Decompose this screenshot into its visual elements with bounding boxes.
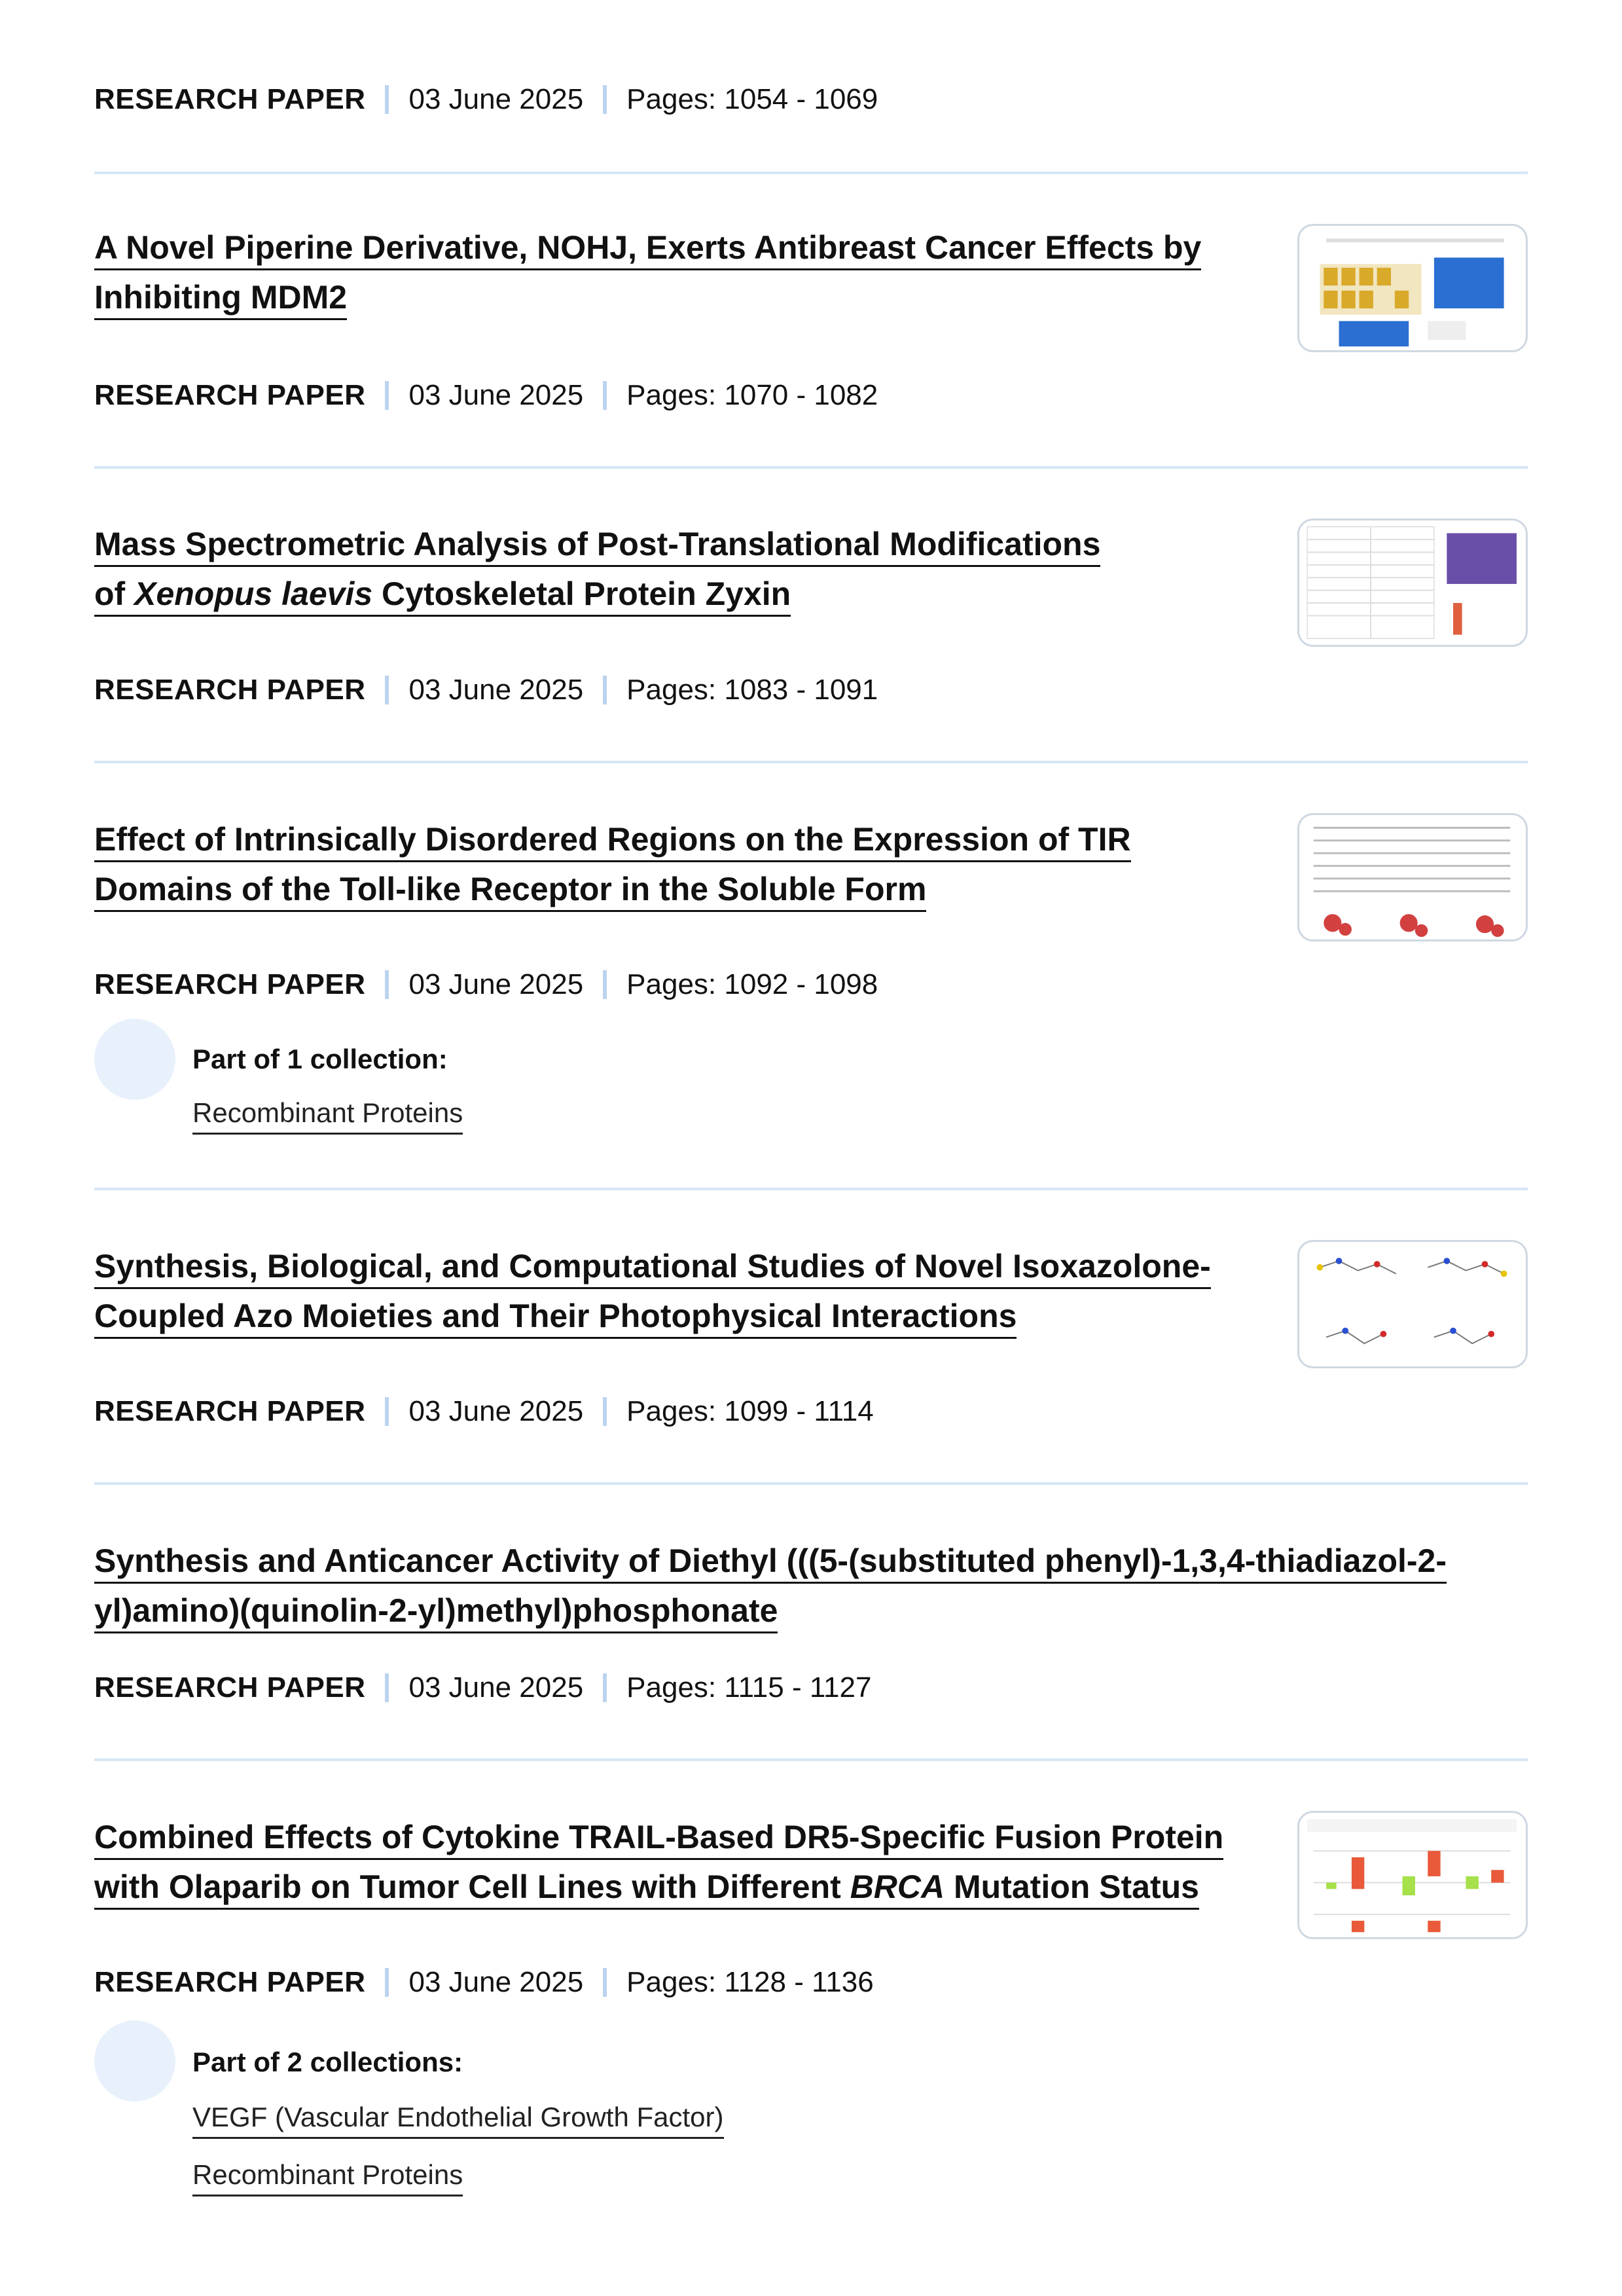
collections-heading: Part of 2 collections: — [192, 2047, 463, 2077]
meta-separator — [385, 1397, 389, 1426]
article-date: 03 June 2025 — [408, 83, 584, 115]
article-meta — [94, 676, 878, 704]
article-date: 03 June 2025 — [408, 379, 584, 411]
article-meta — [94, 970, 878, 999]
article-meta — [94, 381, 878, 410]
article-title-line[interactable]: Effect of Intrinsically Disordered Regions on the Expression of TIR — [94, 818, 1131, 862]
article-pages: Pages: 1092 - 1098 — [626, 968, 878, 1000]
article-type: RESEARCH PAPER — [94, 1395, 366, 1427]
article-title-line[interactable]: Inhibiting MDM2 — [94, 276, 347, 320]
article-thumbnail[interactable] — [1297, 519, 1528, 647]
article-date: 03 June 2025 — [408, 674, 584, 706]
article-date: 03 June 2025 — [408, 1966, 584, 1998]
article-type: RESEARCH PAPER — [94, 83, 366, 115]
article-title-line[interactable]: Combined Effects of Cytokine TRAIL-Based DR5-Specific Fusion Protein — [94, 1816, 1223, 1860]
meta-separator — [603, 676, 607, 704]
article-type: RESEARCH PAPER — [94, 968, 366, 1000]
article-pages: Pages: 1115 - 1127 — [626, 1671, 872, 1704]
divider — [94, 1188, 1528, 1190]
article-title-line[interactable]: Mass Spectrometric Analysis of Post-Translational Modifications — [94, 523, 1100, 567]
collection-icon — [94, 2020, 175, 2102]
meta-separator — [385, 381, 389, 410]
article-meta — [94, 1397, 874, 1426]
article-title-link[interactable] — [94, 519, 1272, 619]
article-date: 03 June 2025 — [408, 1671, 584, 1704]
divider — [94, 1758, 1528, 1761]
figure-thumbnail-image — [1299, 520, 1526, 645]
divider — [94, 466, 1528, 469]
meta-separator — [603, 1397, 607, 1426]
article-pages: Pages: 1099 - 1114 — [626, 1395, 874, 1427]
article-title-line[interactable]: yl)amino)(quinolin-2-yl)methyl)phosphonate — [94, 1590, 778, 1633]
title-text: Cytoskeletal Protein Zyxin — [372, 575, 791, 612]
title-italic-text: BRCA — [850, 1868, 945, 1905]
article-title-line[interactable]: A Novel Piperine Derivative, NOHJ, Exerts Antibreast Cancer Effects by — [94, 227, 1201, 270]
article-title-line[interactable]: Domains of the Toll-like Receptor in the Soluble Form — [94, 868, 926, 912]
divider — [94, 1482, 1528, 1485]
meta-separator — [603, 970, 607, 999]
article-type: RESEARCH PAPER — [94, 674, 366, 706]
article-title-line[interactable] — [94, 1866, 1199, 1910]
divider — [94, 172, 1528, 174]
article-meta — [94, 85, 878, 114]
article-pages: Pages: 1054 - 1069 — [626, 83, 878, 115]
article-title-link[interactable] — [94, 814, 1272, 914]
meta-separator — [603, 1968, 607, 1997]
article-meta — [94, 1673, 871, 1702]
meta-separator — [385, 676, 389, 704]
article-title-link[interactable] — [94, 223, 1272, 322]
article-date: 03 June 2025 — [408, 968, 584, 1000]
article-thumbnail[interactable] — [1297, 1811, 1528, 1939]
meta-separator — [385, 1673, 389, 1702]
article-title-line[interactable]: Synthesis and Anticancer Activity of Diethyl (((5-(substituted phenyl)-1,3,4-thiadiazol-2- — [94, 1540, 1447, 1584]
article-title-link[interactable] — [94, 1812, 1272, 1912]
divider — [94, 761, 1528, 763]
article-type: RESEARCH PAPER — [94, 1966, 366, 1998]
article-pages: Pages: 1128 - 1136 — [626, 1966, 874, 1998]
figure-thumbnail-image — [1299, 1242, 1526, 1366]
article-title-line[interactable] — [94, 573, 791, 617]
collection-link[interactable]: Recombinant Proteins — [192, 1097, 463, 1135]
article-pages: Pages: 1070 - 1082 — [626, 379, 878, 411]
meta-separator — [603, 381, 607, 410]
article-title-link[interactable] — [94, 1536, 1560, 1635]
article-meta — [94, 1968, 874, 1997]
meta-separator — [385, 85, 389, 114]
collection-link[interactable]: VEGF (Vascular Endothelial Growth Factor) — [192, 2102, 724, 2139]
title-text: of — [94, 575, 135, 612]
meta-separator — [385, 970, 389, 999]
meta-separator — [603, 85, 607, 114]
article-type: RESEARCH PAPER — [94, 1671, 366, 1704]
article-thumbnail[interactable] — [1297, 1240, 1528, 1368]
article-type: RESEARCH PAPER — [94, 379, 366, 411]
figure-thumbnail-image — [1299, 815, 1526, 939]
article-title-line[interactable]: Synthesis, Biological, and Computational Studies of Novel Isoxazolone- — [94, 1245, 1211, 1289]
title-italic-text: Xenopus laevis — [134, 575, 373, 612]
figure-thumbnail-image — [1299, 226, 1526, 350]
meta-separator — [385, 1968, 389, 1997]
figure-thumbnail-image — [1299, 1813, 1526, 1937]
article-pages: Pages: 1083 - 1091 — [626, 674, 878, 706]
collection-link[interactable]: Recombinant Proteins — [192, 2159, 463, 2196]
meta-separator — [603, 1673, 607, 1702]
collections-heading: Part of 1 collection: — [192, 1044, 448, 1074]
collection-icon — [94, 1019, 175, 1100]
title-text: with Olaparib on Tumor Cell Lines with Different — [94, 1868, 850, 1905]
article-title-line[interactable]: Coupled Azo Moieties and Their Photophysical Interactions — [94, 1295, 1017, 1339]
article-date: 03 June 2025 — [408, 1395, 584, 1427]
title-text: Mutation Status — [945, 1868, 1199, 1905]
article-title-link[interactable] — [94, 1241, 1272, 1341]
article-thumbnail[interactable] — [1297, 224, 1528, 352]
article-thumbnail[interactable] — [1297, 813, 1528, 941]
